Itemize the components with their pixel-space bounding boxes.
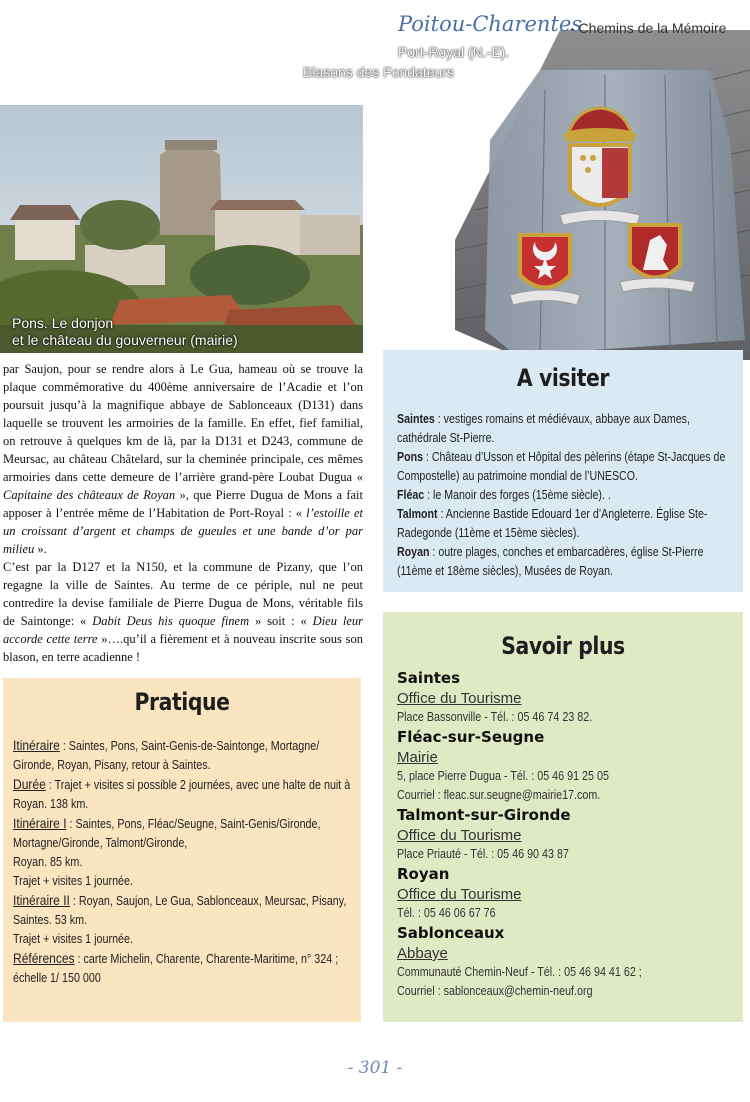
visiter-item: Royan : outre plages, conches et embarcadères, église St-Pierre (11ème et 18ème siècles), Musées de Royan. — [397, 545, 704, 578]
savoir-contact-line: Courriel : fleac.sur.seugne@mairie17.com. — [397, 788, 601, 802]
pratique-box — [3, 678, 361, 1022]
a-visiter-title: A visiter — [516, 364, 610, 392]
savoir-plus-title: Savoir plus — [501, 632, 625, 660]
a-visiter-box — [383, 350, 743, 592]
pratique-item: Itinéraire I : Saintes, Pons, Fléac/Seugne, Saint-Genis/Gironde, Mortagne/Gironde, Talmont/Gironde, — [13, 815, 321, 850]
pratique-item: Itinéraire : Saintes, Pons, Saint-Genis-de-Saintonge, Mortagne/ Gironde, Royan, Pisany, retour à Saintes. — [13, 737, 320, 772]
pons-caption-line2: et le château du gouverneur (mairie) — [12, 332, 238, 348]
savoir-office-link[interactable]: Mairie — [397, 749, 438, 766]
visiter-item: Pons : Château d’Usson et Hôpital des pèlerins (étape St-Jacques de Compostelle) au patrimoine mondial de l’UNESCO. — [397, 450, 726, 483]
a-visiter-list — [397, 410, 737, 581]
pons-photo — [0, 105, 363, 353]
savoir-city: Talmont-sur-Gironde — [397, 806, 571, 824]
pratique-item: Trajet + visites 1 journée. — [13, 932, 134, 946]
savoir-office-link[interactable]: Office du Tourisme — [397, 827, 522, 844]
pratique-item: Durée : Trajet + visites si possible 2 journées, avec une halte de nuit à Royan. 138 km. — [13, 776, 351, 811]
page-number: - 301 - — [347, 1058, 403, 1078]
port-royal-photo — [455, 30, 750, 360]
article-body — [3, 360, 363, 666]
savoir-city: Fléac-sur-Seugne — [397, 728, 545, 746]
savoir-contact-line: 5, place Pierre Dugua - Tél. : 05 46 91 25 05 — [397, 769, 609, 783]
savoir-city: Saintes — [397, 669, 461, 687]
visiter-item: Fléac : le Manoir des forges (15ème siècle). . — [397, 488, 611, 502]
series-title: - Chemins de la Mémoire — [570, 20, 727, 36]
savoir-contact-line: Communauté Chemin-Neuf - Tél. : 05 46 94 41 62 ; — [397, 965, 642, 979]
savoir-contact-line: Place Priauté - Tél. : 05 46 90 43 87 — [397, 847, 569, 861]
savoir-contact-line: Courriel : sablonceaux@chemin-neuf.org — [397, 984, 593, 998]
port-royal-caption-line1: Port-Royal (N.-E). — [398, 44, 510, 60]
savoir-contact-line: Tél. : 05 46 06 67 76 — [397, 906, 496, 920]
visiter-item: Talmont : Ancienne Bastide Edouard 1er d’Angleterre. Église Ste-Radegonde (11ème et 15ème siècles). — [397, 507, 708, 540]
savoir-plus-list — [397, 668, 750, 1001]
pratique-list — [13, 736, 357, 988]
pratique-item: Itinéraire II : Royan, Saujon, Le Gua, Sablonceaux, Meursac, Pisany, Saintes. 53 km. — [13, 892, 347, 927]
pratique-item: Trajet + visites 1 journée. — [13, 874, 134, 888]
pons-caption-line1: Pons. Le donjon — [12, 315, 114, 331]
pratique-item: Références : carte Michelin, Charente, Charente-Maritime, n° 324 ; échelle 1/ 150 000 — [13, 950, 339, 985]
coat-of-arms-image — [455, 30, 750, 360]
region-title: Poitou-Charentes — [398, 12, 583, 36]
article-paragraph-1: par Saujon, pour se rendre alors à Le Gua, hameau où se trouve la plaque commémorative du 400ème anniversaire de l’Acadie et l’on poursuit jusqu’à la magnifique abbaye de Sablonceaux (D131) dans laquelle se trouvent les armoiries de la famille. En effet, fief familial, on retrouve à quelques km de là, par la D131 et D243, commune de Meursac, au château Châtelard, sur la cheminée principale, ces mêmes armoiries dans cette demeure de l’arrière grand-père Loubat Dugua « Capitaine des châteaux de Royan », que Pierre Dugua de Mons a fait apposer à l’entrée même de l’Habitation de Port-Royal : « l’estoille et un croissant d’argent et champs de gueules et une bande d’or par milieu ». — [3, 362, 363, 556]
pratique-title: Pratique — [134, 688, 230, 716]
savoir-plus-box — [383, 612, 743, 1022]
savoir-city: Sablonceaux — [397, 924, 505, 942]
savoir-office-link[interactable]: Office du Tourisme — [397, 886, 522, 903]
pratique-item: Royan. 85 km. — [13, 855, 83, 869]
savoir-city: Royan — [397, 865, 450, 883]
article-paragraph-2: C’est par la D127 et la N150, et la commune de Pizany, que l’on regagne la ville de Saintes. Au terme de ce périple, nul ne peut contredire la devise familiale de Pierre Dugua de Mons, véritable fils de Saintonge: « Dabit Deus his quoque finem » soit : « Dieu leur accorde cette terre »….qu’il a fièrement et à nouveau inscrite sous son blason, en terre acadienne ! — [3, 560, 364, 664]
savoir-office-link[interactable]: Office du Tourisme — [397, 690, 522, 707]
savoir-office-link[interactable]: Abbaye — [397, 945, 448, 962]
port-royal-caption-line2: Blasons des Fondateurs — [303, 64, 454, 80]
savoir-contact-line: Place Bassonville - Tél. : 05 46 74 23 82. — [397, 710, 593, 724]
visiter-item: Saintes : vestiges romains et médiévaux, abbaye aux Dames, cathédrale St-Pierre. — [397, 412, 690, 445]
